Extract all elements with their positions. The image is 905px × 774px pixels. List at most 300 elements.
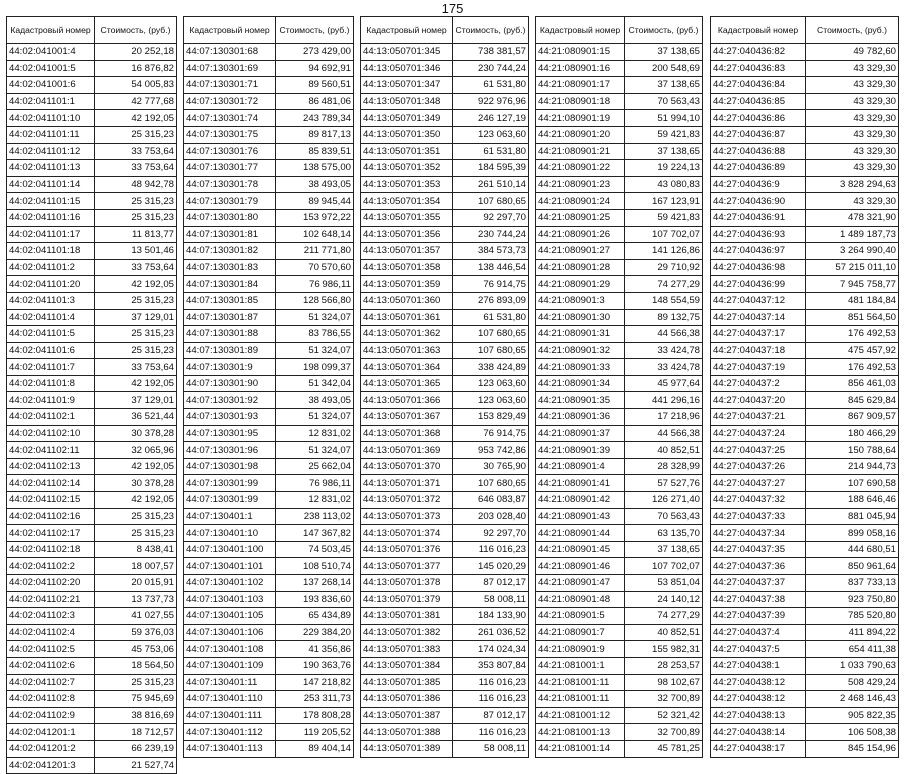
cost-cell: 43 329,30 [806,126,899,143]
table-row [7,525,177,542]
cadastral-number-cell: 44:21:080901:9 [536,641,625,658]
cadastral-number-cell: 44:27:040437:21 [711,409,806,426]
table-row [184,243,354,260]
cadastral-number-cell: 44:07:130401:102 [184,575,276,592]
cadastral-number-cell: 44:21:081001:11 [536,674,625,691]
table-row [7,309,177,326]
table-row [7,707,177,724]
table-row [361,608,529,625]
table-row [711,160,899,177]
cadastral-number-cell: 44:07:130301:83 [184,259,276,276]
cadastral-number-cell: 44:13:050701:365 [361,375,453,392]
cost-cell: 25 315,23 [95,292,177,309]
cadastral-number-cell: 44:07:130401:112 [184,724,276,741]
cost-cell: 384 573,73 [453,243,529,260]
table-row [711,375,899,392]
table-row [7,508,177,525]
table-row [184,740,354,757]
cadastral-number-cell: 44:07:130301:96 [184,442,276,459]
table-row [7,392,177,409]
cadastral-number-cell: 44:21:081001:1 [536,657,625,674]
table-row [536,691,703,708]
cadastral-number-cell: 44:02:041101:6 [7,342,95,359]
cost-cell: 38 816,69 [95,707,177,724]
cost-cell: 20 015,91 [95,575,177,592]
cost-cell: 57 527,76 [625,475,703,492]
cost-cell: 89 560,51 [276,77,354,94]
cost-cell: 49 782,60 [806,44,899,61]
cost-cell: 845 629,84 [806,392,899,409]
table-row [711,657,899,674]
cadastral-number-cell: 44:13:050701:366 [361,392,453,409]
header-cadastral-number: Кадастровый номер [184,17,276,44]
table-row [361,425,529,442]
table-row [184,77,354,94]
cadastral-number-cell: 44:07:130401:113 [184,740,276,757]
cost-cell: 92 297,70 [453,525,529,542]
table-row [361,707,529,724]
cost-cell: 128 566,80 [276,292,354,309]
cost-cell: 70 563,43 [625,508,703,525]
cadastral-number-cell: 44:02:041102:1 [7,409,95,426]
cadastral-number-cell: 44:07:130301:85 [184,292,276,309]
table-row [711,243,899,260]
cost-cell: 107 690,58 [806,475,899,492]
cadastral-number-cell: 44:27:040437:25 [711,442,806,459]
cost-cell: 43 329,30 [806,160,899,177]
table-row [7,558,177,575]
cost-cell: 89 132,75 [625,309,703,326]
cadastral-number-cell: 44:27:040437:39 [711,608,806,625]
cadastral-number-cell: 44:27:040437:36 [711,558,806,575]
cadastral-number-cell: 44:27:040436:87 [711,126,806,143]
cost-cell: 203 028,40 [453,508,529,525]
cost-cell: 2 468 146,43 [806,691,899,708]
table-row [7,143,177,160]
table-row [711,126,899,143]
cost-cell: 3 264 990,40 [806,243,899,260]
cadastral-number-cell: 44:13:050701:377 [361,558,453,575]
cadastral-number-cell: 44:27:040437:27 [711,475,806,492]
table-row [184,359,354,376]
table-row [536,492,703,509]
cost-cell: 147 218,82 [276,674,354,691]
cadastral-number-cell: 44:27:040437:33 [711,508,806,525]
cost-cell: 850 961,64 [806,558,899,575]
cost-cell: 123 063,60 [453,375,529,392]
table-row [711,492,899,509]
table-row [7,492,177,509]
cost-cell: 43 080,83 [625,176,703,193]
cost-cell: 53 851,04 [625,575,703,592]
cadastral-number-cell: 44:02:041201:2 [7,740,95,757]
table-row [184,375,354,392]
cost-cell: 411 894,22 [806,624,899,641]
cadastral-number-cell: 44:02:041102:9 [7,707,95,724]
cadastral-number-cell: 44:27:040437:14 [711,309,806,326]
cadastral-number-cell: 44:13:050701:389 [361,740,453,757]
cost-cell: 253 311,73 [276,691,354,708]
table-row [361,475,529,492]
table-row [7,193,177,210]
table-row [7,541,177,558]
cost-cell: 108 510,74 [276,558,354,575]
cost-cell: 230 744,24 [453,226,529,243]
table-row [361,375,529,392]
cost-cell: 45 753,06 [95,641,177,658]
table-row [184,392,354,409]
cadastral-number-cell: 44:27:040437:12 [711,292,806,309]
cost-cell: 148 554,59 [625,292,703,309]
table-row [184,707,354,724]
cadastral-number-cell: 44:21:080901:21 [536,143,625,160]
cadastral-number-cell: 44:21:080901:33 [536,359,625,376]
table-row [536,292,703,309]
cadastral-number-cell: 44:21:080901:28 [536,259,625,276]
cost-cell: 190 363,76 [276,657,354,674]
table-row [361,641,529,658]
table-row [711,458,899,475]
cost-cell: 646 083,87 [453,492,529,509]
cadastral-number-cell: 44:02:041102:20 [7,575,95,592]
table-row [184,691,354,708]
table-row [361,541,529,558]
table-row [711,674,899,691]
cost-cell: 905 822,35 [806,707,899,724]
table-row [361,342,529,359]
cadastral-number-cell: 44:13:050701:358 [361,259,453,276]
cost-cell: 138 575,00 [276,160,354,177]
cost-cell: 276 893,09 [453,292,529,309]
cost-cell: 19 224,13 [625,160,703,177]
cost-cell: 24 140,12 [625,591,703,608]
cost-cell: 87 012,17 [453,575,529,592]
table-row [711,707,899,724]
cost-cell: 25 315,23 [95,209,177,226]
table-row [711,558,899,575]
cost-cell: 184 133,90 [453,608,529,625]
cost-cell: 18 712,57 [95,724,177,741]
cadastral-number-cell: 44:07:130301:9 [184,359,276,376]
table-row [711,226,899,243]
cadastral-number-cell: 44:02:041102:15 [7,492,95,509]
table-row [536,674,703,691]
cadastral-number-cell: 44:13:050701:347 [361,77,453,94]
cost-cell: 25 315,23 [95,326,177,343]
cadastral-table-2 [183,16,354,758]
cost-cell: 28 328,99 [625,458,703,475]
cadastral-number-cell: 44:07:130301:95 [184,425,276,442]
cadastral-number-cell: 44:13:050701:372 [361,492,453,509]
table-row [7,757,177,774]
cost-cell: 508 429,24 [806,674,899,691]
table-row [361,458,529,475]
cadastral-number-cell: 44:13:050701:374 [361,525,453,542]
table-row [536,724,703,741]
cadastral-number-cell: 44:07:130301:68 [184,44,276,61]
cost-cell: 13 501,46 [95,243,177,260]
cadastral-number-cell: 44:13:050701:354 [361,193,453,210]
cost-cell: 25 315,23 [95,126,177,143]
table-row [536,525,703,542]
cadastral-number-cell: 44:13:050701:346 [361,60,453,77]
cadastral-number-cell: 44:02:041101:10 [7,110,95,127]
cadastral-number-cell: 44:13:050701:363 [361,342,453,359]
table-row [361,740,529,757]
cost-cell: 59 376,03 [95,624,177,641]
cost-cell: 66 239,19 [95,740,177,757]
cadastral-number-cell: 44:21:080901:36 [536,409,625,426]
cadastral-number-cell: 44:02:041101:5 [7,326,95,343]
table-row [184,209,354,226]
table-row [536,143,703,160]
cost-cell: 138 446,54 [453,259,529,276]
cost-cell: 75 945,69 [95,691,177,708]
cost-cell: 922 976,96 [453,93,529,110]
cadastral-number-cell: 44:21:080901:45 [536,541,625,558]
cadastral-number-cell: 44:13:050701:357 [361,243,453,260]
table-row [711,143,899,160]
cadastral-number-cell: 44:13:050701:349 [361,110,453,127]
table-row [184,226,354,243]
cadastral-number-cell: 44:21:080901:32 [536,342,625,359]
cadastral-number-cell: 44:02:041101:8 [7,375,95,392]
cost-cell: 147 367,82 [276,525,354,542]
cost-cell: 40 852,51 [625,624,703,641]
cost-cell: 106 508,38 [806,724,899,741]
table-row [536,458,703,475]
cost-cell: 238 113,02 [276,508,354,525]
table-row [7,409,177,426]
cost-cell: 229 384,20 [276,624,354,641]
table-row [361,226,529,243]
cadastral-number-cell: 44:13:050701:362 [361,326,453,343]
cost-cell: 37 138,65 [625,77,703,94]
table-row [536,591,703,608]
cadastral-number-cell: 44:07:130401:10 [184,525,276,542]
table-row [7,740,177,757]
cadastral-number-cell: 44:07:130301:93 [184,409,276,426]
cost-cell: 37 138,65 [625,44,703,61]
cadastral-number-cell: 44:27:040436:83 [711,60,806,77]
cadastral-number-cell: 44:07:130301:76 [184,143,276,160]
table-row [184,558,354,575]
cadastral-number-cell: 44:13:050701:385 [361,674,453,691]
cost-cell: 867 909,57 [806,409,899,426]
cadastral-number-cell: 44:07:130401:109 [184,657,276,674]
table-row [7,624,177,641]
cadastral-number-cell: 44:21:080901:30 [536,309,625,326]
cost-cell: 33 753,64 [95,160,177,177]
cadastral-number-cell: 44:13:050701:369 [361,442,453,459]
cadastral-number-cell: 44:02:041101:12 [7,143,95,160]
cost-cell: 76 914,75 [453,425,529,442]
cadastral-number-cell: 44:07:130301:79 [184,193,276,210]
cadastral-number-cell: 44:13:050701:382 [361,624,453,641]
table-row [184,93,354,110]
cadastral-number-cell: 44:07:130401:103 [184,591,276,608]
cadastral-number-cell: 44:07:130401:11 [184,674,276,691]
cost-cell: 174 024,34 [453,641,529,658]
cadastral-number-cell: 44:27:040438:12 [711,691,806,708]
cost-cell: 18 007,57 [95,558,177,575]
table-row [361,724,529,741]
table-row [361,691,529,708]
cost-cell: 63 135,70 [625,525,703,542]
cadastral-number-cell: 44:21:080901:26 [536,226,625,243]
cadastral-number-cell: 44:27:040437:24 [711,425,806,442]
table-row [7,44,177,61]
cost-cell: 13 737,73 [95,591,177,608]
table-row [536,44,703,61]
cost-cell: 3 828 294,63 [806,176,899,193]
cadastral-number-cell: 44:27:040438:13 [711,707,806,724]
cadastral-number-cell: 44:27:040437:20 [711,392,806,409]
cost-cell: 116 016,23 [453,724,529,741]
cost-cell: 70 570,60 [276,259,354,276]
cadastral-number-cell: 44:02:041102:14 [7,475,95,492]
cadastral-number-cell: 44:07:130301:98 [184,458,276,475]
cost-cell: 441 296,16 [625,392,703,409]
cadastral-number-cell: 44:13:050701:355 [361,209,453,226]
table-row [7,326,177,343]
cost-cell: 33 424,78 [625,342,703,359]
cost-cell: 261 036,52 [453,624,529,641]
table-row [7,724,177,741]
table-row [184,143,354,160]
table-row [536,160,703,177]
cadastral-number-cell: 44:02:041001:4 [7,44,95,61]
table-row [536,375,703,392]
cadastral-number-cell: 44:07:130301:81 [184,226,276,243]
table-row [184,292,354,309]
cost-cell: 76 914,75 [453,276,529,293]
cadastral-number-cell: 44:27:040437:32 [711,492,806,509]
cadastral-number-cell: 44:27:040438:14 [711,724,806,741]
cost-cell: 923 750,80 [806,591,899,608]
cost-cell: 178 808,28 [276,707,354,724]
table-row [7,691,177,708]
header-cost: Стоимость, (руб.) [453,17,529,44]
table-row [184,575,354,592]
cost-cell: 51 324,07 [276,309,354,326]
table-row [711,442,899,459]
cost-cell: 45 781,25 [625,740,703,757]
cost-cell: 58 008,11 [453,740,529,757]
table-row [7,110,177,127]
cost-cell: 7 945 758,77 [806,276,899,293]
table-row [536,326,703,343]
table-row [711,193,899,210]
cadastral-number-cell: 44:07:130401:101 [184,558,276,575]
table-row [536,475,703,492]
cost-cell: 153 829,49 [453,409,529,426]
cost-cell: 42 192,05 [95,276,177,293]
table-row [184,326,354,343]
cadastral-number-cell: 44:21:080901:29 [536,276,625,293]
cost-cell: 18 564,50 [95,657,177,674]
cadastral-number-cell: 44:13:050701:384 [361,657,453,674]
cadastral-number-cell: 44:02:041101:7 [7,359,95,376]
table-row [361,126,529,143]
cadastral-table-5 [710,16,899,758]
cadastral-number-cell: 44:27:040437:4 [711,624,806,641]
table-row [711,292,899,309]
table-row [711,740,899,757]
cadastral-number-cell: 44:21:080901:46 [536,558,625,575]
cost-cell: 953 742,86 [453,442,529,459]
cadastral-number-cell: 44:02:041102:11 [7,442,95,459]
table-row [184,176,354,193]
table-row [7,60,177,77]
cost-cell: 738 381,57 [453,44,529,61]
cadastral-number-cell: 44:21:080901:23 [536,176,625,193]
table-row [536,276,703,293]
table-row [361,77,529,94]
cadastral-number-cell: 44:21:080901:19 [536,110,625,127]
cadastral-number-cell: 44:13:050701:383 [361,641,453,658]
cadastral-number-cell: 44:07:130301:90 [184,375,276,392]
table-row [361,209,529,226]
cost-cell: 107 702,07 [625,226,703,243]
cadastral-number-cell: 44:02:041001:6 [7,77,95,94]
cadastral-number-cell: 44:27:040436:82 [711,44,806,61]
cost-cell: 193 836,60 [276,591,354,608]
cadastral-number-cell: 44:07:130301:89 [184,342,276,359]
cadastral-number-cell: 44:27:040436:97 [711,243,806,260]
table-row [7,359,177,376]
cadastral-number-cell: 44:07:130401:106 [184,624,276,641]
cadastral-number-cell: 44:07:130301:77 [184,160,276,177]
table-row [7,591,177,608]
table-row [184,60,354,77]
table-row [711,309,899,326]
cadastral-number-cell: 44:02:041102:16 [7,508,95,525]
cost-cell: 184 595,39 [453,160,529,177]
cost-cell: 107 680,65 [453,193,529,210]
cost-cell: 8 438,41 [95,541,177,558]
table-row [711,44,899,61]
table-row [361,492,529,509]
cadastral-number-cell: 44:02:041101:2 [7,259,95,276]
cadastral-number-cell: 44:27:040438:12 [711,674,806,691]
table-row [184,724,354,741]
cadastral-number-cell: 44:27:040437:2 [711,375,806,392]
cadastral-number-cell: 44:27:040437:19 [711,359,806,376]
cadastral-number-cell: 44:13:050701:376 [361,541,453,558]
table-row [7,160,177,177]
table-row [361,591,529,608]
table-row [7,209,177,226]
cost-cell: 1 489 187,73 [806,226,899,243]
table-row [7,176,177,193]
cadastral-number-cell: 44:13:050701:367 [361,409,453,426]
table-row [711,575,899,592]
cadastral-number-cell: 44:07:130301:84 [184,276,276,293]
table-row [184,44,354,61]
cost-cell: 29 710,92 [625,259,703,276]
cost-cell: 141 126,86 [625,243,703,260]
table-row [184,508,354,525]
cost-cell: 198 099,37 [276,359,354,376]
table-row [711,425,899,442]
table-row [7,276,177,293]
cost-cell: 37 129,01 [95,309,177,326]
cost-cell: 246 127,19 [453,110,529,127]
table-row [361,392,529,409]
table-row [536,176,703,193]
cadastral-number-cell: 44:13:050701:352 [361,160,453,177]
